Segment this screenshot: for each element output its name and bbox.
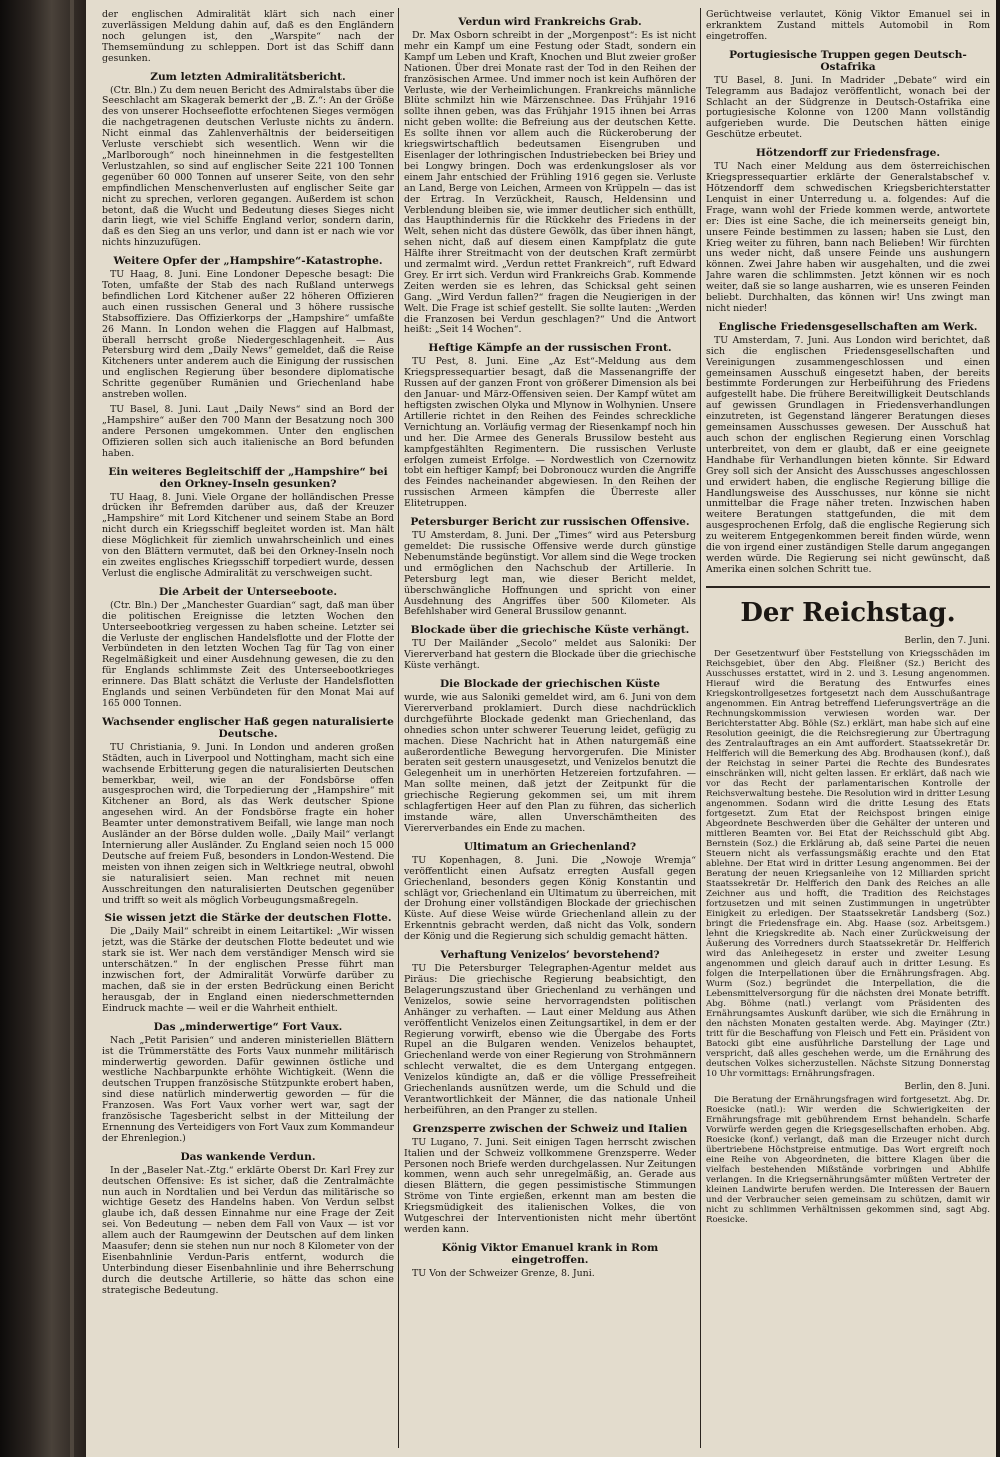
article-headline: Petersburger Bericht zur russischen Offensive. (410, 516, 690, 529)
section-divider (706, 586, 990, 588)
article-headline: Heftige Kämpfe an der russischen Front. (428, 342, 672, 355)
article-text: TU Nach einer Meldung aus dem österreichischen Kriegspressequartier erklärte der Generalstabschef v. Hötzendorff dem schwedischen Kriegsberichterstatter Lenquist in einer Unterredung u. a. folgendes: Auf die Frage, wann wohl der Friede kommen werde, antwortete er: Dies ist eine Sache, die ich meinerseits geneigt bin, unsere Feinde bestimmen zu lassen; haben sie Lust, den Krieg weiter zu führen, bann nach Belieben! Wir fürchten uns weder nicht, daß unsere Feinde uns aushungern können. Zwei Jahre haben wir ausgehalten, und die zwei Jahre waren die schlimmsten. Jetzt können wir es noch weiter, daß sie so lange ausharren, wie es unseren Feinden beliebt. Durchhalten, das können wir! Uns zwingt man nicht nieder! (706, 161, 990, 314)
article-headline: Ultimatum an Griechenland? (463, 840, 637, 853)
article-text: TU Lugano, 7. Juni. Seit einigen Tagen herrscht zwischen Italien und der Schweiz vollkommene Grenzsperre. Weder Personen noch Briefe werden durchgelassen. Nur Zeitungen kommen, wenn auch sehr unregelmäßig, an. Gerade aus diesen Blättern, die gegen pessimistische Stimmungen Ströme von Tinte ergießen, erkennt man am besten die Kriegsmüdigkeit des italienischen Volkes, die von Wutgeschrei der Interventionisten nicht mehr übertönt werden kann. (404, 1136, 696, 1235)
article-headline: Wachsender englischer Haß gegen naturalisierte Deutsche. (102, 715, 394, 740)
article-text: TU Amsterdam, 8. Juni. Der „Times“ wird aus Petersburg gemeldet: Die russische Offensive werde durch günstige Nebenumstände begünstigt. Vor allem sind die Wege trocken und ermöglichen den Nachschub der Artillerie. In Petersburg legt man, wie dieser Bericht meldet, überschwängliche Hoffnungen und spricht von einer Ausdehnung des Angriffes über 500 Kilometer. Als Befehlshaber wird General Brussilow genannt. (404, 530, 696, 618)
article-text: wurde, wie aus Saloniki gemeldet wird, am 6. Juni von dem Viererverband proklamiert. Durch diese nachdrücklich durchgeführte Blockade gedenkt man Griechenland, das ohnedies schon unter schwerer Teuerung leidet, gefügig zu machen. Diese Nachricht hat in Athen naturgemäß eine außerordentliche Bewegung hervorgerufen. Die Minister beraten seit gestern unausgesetzt, und Venizelos benutzt die Gelegenheit um in unerhörten Hetzereien fortzufahren. — Man sollte meinen, daß jetzt der Zeitpunkt für die griechische Regierung gekommen sei, um mit ihrem schlagfertigen Heer auf den Plan zu führen, das sicherlich imstande wäre, allen Unverschämtheiten des Viererverbandes ein Ende zu machen. (404, 692, 696, 834)
article-text: Die Beratung der Ernährungsfragen wird fortgesetzt. Abg. Dr. Roesicke (natl.): Wir werden die Schwierigkeiten der Ernährungsfrage mit gebührendem Ernst behandeln. Scharfe Vorwürfe werden gegen die Kriegsgesellschaften erhoben. Abg. Roesicke (konf.) verlangt, daß man die Erzeuger nicht durch übertriebene Höchstpreise entmutige. Das Wort ergreift noch eine Reihe von Abgeordneten, die bittere Klagen über die vielfach bestehenden Mißstände vorbringen und Abhilfe verlangen. In die Kriegsernährungsämter müßten Vertreter der kleinen Landwirte berufen werden. Die Interessen der Bauern und der Verbraucher seien gemeinsam zu schützen, damit wir nicht zu schlimmen Verhältnissen gekommen sind, sagt Abg. Roesicke. (706, 1094, 990, 1225)
article-text: TU Basel, 8. Juni. In Madrider „Debate“ wird ein Telegramm aus Badajoz veröffentlicht, wonach bei der Schlacht an der Südgrenze in Deutsch-Ostafrika eine portugiesische Kolonne von 1200 Mann vollständig aufgerieben wurde. Die Deutschen hätten einige Geschütze erbeutet. (706, 74, 990, 141)
article-headline: Die Arbeit der Unterseeboote. (158, 585, 338, 598)
article-headline: Die Blockade der griechischen Küste (439, 678, 661, 691)
article-headline: Hötzendorff zur Friedensfrage. (755, 147, 941, 160)
article-headline: Das wankende Verdun. (180, 1150, 316, 1163)
article-headline: Grenzsperre zwischen der Schweiz und Italien (412, 1122, 688, 1135)
column-middle (404, 10, 696, 1450)
column-right (706, 10, 990, 1450)
article-text: TU Von der Schweizer Grenze, 8. Juni. (412, 1267, 595, 1279)
column-rule (700, 8, 701, 1448)
section-title: Der Reichstag. (740, 597, 956, 628)
article-headline: Das „minderwertige“ Fort Vaux. (153, 1020, 343, 1033)
article-headline: Portugiesische Truppen gegen Deutsch-Ostafrika (729, 48, 967, 73)
article-text: (Ctr. Bln.) Der „Manchester Guardian“ sagt, daß man über die politischen Ereignisse die letzten Wochen den Unterseebootkrieg vergessen zu haben scheine. Letzter sei die Verluste der englischen Handelsflotte und der Flotte der Verbündeten in den letzten Wochen Tag für Tag von einer Regelmäßigkeit und einer Ausdehnung gewesen, die zu den für Englands schlimmste Zeit des Unterseebootkrieges erinnere. Das Blatt schätzt die Verluste der Handelsflotten Englands und seinen Verbündeten für den Monat Mai auf 165 000 Tonnen. (102, 599, 394, 709)
article-text: Nach „Petit Parisien“ und anderen ministeriellen Blättern ist die Trümmerstätte des Forts Vaux nunmehr militärisch minderwertig geworden. Dafür gewinnen östliche und westliche Nachbarpunkte erhöhte Wichtigkeit. (Wenn die deutschen Truppen französische Stützpunkte erobert haben, sind diese natürlich minderwertig geworden — für die Franzosen. Was Fort Vaux vorher wert war, sagt der französische Tagesbericht selbst in der Mitteilung der Ernennung des Verteidigers von Fort Vaux zum Kommandeur der Ehrenlegion.) (102, 1034, 394, 1144)
article-text: TU Basel, 8. Juni. Laut „Daily News“ sind an Bord der „Hampshire“ außer den 700 Mann der Besatzung noch 300 andere Personen umgekommen. Unter den englischen Offizieren sollen sich auch italienische an Bord befunden haben. (102, 404, 394, 459)
book-binding (0, 0, 86, 1457)
article-text: Der Gesetzentwurf über Feststellung von Kriegsschäden im Reichsgebiet, über den Abg. Fleißner (Sz.) Bericht des Ausschusses erstattet, wird in 2. und 3. Lesung angenommen. Hierauf wird die Beratung des Entwurfes eines Kriegskontrollgesetzes fortgesetzt nach dem Ausschußantrage angenommen. Ein Antrag betreffend Lieferungsverträge an die Rechnungskommission verwiesen worden war. Der Berichterstatter Abg. Böhle (Sz.) erklärt, man habe sich auf eine Resolution geeinigt, die die Reichsregierung zur Übertragung des Zentralauftrages an ein Amt auffordert. Staatssekretär Dr. Helfferich will die Bemerkung des Abg. Brodhausen (konf.), daß der Reichstag in seiner Partei die Rechte des Bundesrates einschränken will, nicht gelten lassen. Er erklärt, daß nach wie vor das Recht der parlamentarischen Kontrolle der Reichsverwaltung bestehe. Die Resolution wird in dritter Lesung angenommen. Sodann wird die dritte Lesung des Etats fortgesetzt. Zum Etat der Reichspost bringen einige Abgeordnete Beschwerden über die Gehälter der unteren und mittleren Beamten vor. Bei Etat der Reichsschuld gibt Abg. Bernstein (Soz.) die Erklärung ab, daß seine Partei die neuen Steuern nicht als verfassungsmäßig erachte und den Etat ablehne. Der Etat wird in dritter Lesung angenommen. Bei der Beratung der neuen Kriegsanleihe von 12 Milliarden spricht Staatssekretär Dr. Helfferich den Dank des Reiches an alle Zeichner aus und hofft, die Tradition des Reichstages fortzusetzen und mit seinen Zustimmungen in ungetrübter Einigkeit zu erledigen. Der Staatssekretär Landsberg (Soz.) bringt die Friedensfrage ein. Abg. Haase (soz. Arbeitsgem.) lehnt die Kriegskredite ab. Nach einer Zurückweisung der Äußerung des Vorredners durch Staatssekretär Dr. Helfferich wird das Anleihegesetz in erster und zweiter Lesung angenommen und gleich darauf auch in dritter Lesung. Es folgen die Interpellationen über die Ernährungsfragen. Abg. Wurm (Soz.) begründet die Interpellation, die die Lebensmittelversorgung für die nächsten drei Monate betrifft. Abg. Böhme (natl.) verlangt vom Präsidenten des Ernährungsamtes Auskunft darüber, wie sich die Ernährung in den nächsten Monaten gestalten werde. Abg. Mayinger (Ztr.) tritt für die Beschaffung von Fleisch und Fett ein. Präsident von Batocki gibt eine ausführliche Darstellung der Lage und verspricht, daß alles geschehen werde, um die Ernährung des deutschen Volkes sicherzustellen. Nächste Sitzung Donnerstag 10 Uhr vormittags: Ernährungsfragen. (706, 648, 990, 1079)
article-text: (Ctr. Bln.) Zu dem neuen Bericht des Admiralstabs über die Seeschlacht am Skagerak bemerkt der „B. Z.“: An der Größe des von unserer Hochseeflotte erfochtenen Sieges vermögen die nachgetragenen deutschen Verluste nichts zu ändern. Nicht einmal das Zahlenverhältnis der beiderseitigen Verluste verschiebt sich wesentlich. Wenn wir die „Marlborough“ noch hineinnehmen in die festgestellten Verlustzahlen, so sind auf englischer Seite 221 100 Tonnen gegenüber 60 000 Tonnen auf unserer Seite, von den sehr empfindlichen Menschenverlusten auf englischer Seite gar nicht zu sprechen, verloren gegangen. Außerdem ist schon betont, daß die Wucht und Bedeutung dieses Sieges nicht darin liegt, wie viel Schiffe England verlor, sondern darin, daß es den Sieg an uns verlor, und dann ist er nach wie vor nichts hinzuzufügen. (102, 84, 394, 249)
dateline: Berlin, den 7. Juni. (904, 635, 990, 646)
article-text: TU Kopenhagen, 8. Juni. Die „Nowoje Wremja“ veröffentlicht einen Aufsatz erregten Ausfall gegen Griechenland, besonders gegen König Konstantin und schlägt vor, Griechenland ein Ultimatum zu überreichen, mit der Drohung einer vollständigen Blockade der griechischen Küste. Auf diese Weise würde Griechenland allein zu der Erkenntnis gebracht werden, daß nicht das Volk, sondern der König und die Regierung sich schuldig gemacht hätten. (404, 854, 696, 943)
article-text: Dr. Max Osborn schreibt in der „Morgenpost“: Es ist nicht mehr ein Kampf um eine Festung oder Stadt, sondern ein Kampf um Leben und Kraft, Knochen und Blut zweier großer Nationen. Über drei Monate rast der Tod in den Reihen der französischen Armee. Und immer noch ist kein Aufhören der Verluste, wie der Verheimlichungen. Frankreichs männliche Blüte schmilzt hin wie Märzenschnee. Das Frühjahr 1916 sollte ihnen geben, was das Frühjahr 1915 ihnen bei Arras nicht geben wollte: die Befreiung aus der deutschen Kette. Es sollte ihnen vor allem auch die Rückeroberung der kriegswirtschaftlich bedeutsamen Eisengruben und Eisenlager der lothringischen Industriebecken bei Briey und bei Longwy bringen. Doch was erdenkungsloser als vor einem Jahr entschied der Frühling 1916 gegen sie. Verluste an Land, Berge von Leichen, Armeen von Krüppeln — das ist der Ertrag. In Verzückheit, Rausch, Heldensinn und Verblendung bleiben sie, wie immer deutlicher sich enthüllt, das Haupthindernis für die Rückkehr des Friedens in der Welt, sehen nicht das düstere Gewölk, das über ihnen hängt, sehen nicht, daß auf diesem einen Kampfplatz die gute Hälfte ihrer Streitmacht von der deutschen Kraft zermürbt und zermalmt wird. „Verdun rettet Frankreich“, ruft Edward Grey. Er irrt sich. Verdun wird Frankreichs Grab. Kommende Zeiten werden sie es lehren, das Schicksal geht seinen Gang. „Wird Verdun fallen?“ fragen die Neugierigen in der Welt. Die Frage ist schief gestellt. Sie sollte lauten: „Werden die Franzosen bei Verdun geschlagen?“ Und die Antwort heißt: „Seit 14 Wochen“. (404, 30, 696, 336)
article-headline: Ein weiteres Begleitschiff der „Hampshire“ bei den Orkney-Inseln gesunken? (108, 465, 388, 490)
article-text: Gerüchtweise verlautet, König Viktor Emanuel sei in erkranktem Zustand mittels Automobil in Rom eingetroffen. (706, 10, 990, 42)
article-text: TU Der Mailänder „Secolo“ meldet aus Saloniki: Der Viererverband hat gestern die Blockade über die griechische Küste verhängt. (404, 638, 696, 672)
article-text: TU Pest, 8. Juni. Eine „Az Est“-Meldung aus dem Kriegspressequartier besagt, daß die Massenangriffe der Russen auf der ganzen Front von größerer Dimension als bei den Januar- und März-Offensiven seien. Der Kampf wütet am heftigsten zwischen Olyka und Mlynow in Wolhynien. Unsere Artillerie richtet in den Reihen des Feindes schreckliche Vernichtung an. Vorläufig vermag der Riesenkampf noch hin und her. Die Armee des Generals Brussilow besteht aus kampfgestählten Regimentern. Die russischen Verluste erfolgen zumeist Erfolge. — Nordwestlich von Czernowitz tobt ein heftiger Kampf; bei Dobronoucz wurden die Angriffe des Feindes nacheinander abgewiesen. In den Reihen der russischen Armeen kämpfen die Überreste aller Elitetruppen. (404, 356, 696, 510)
article-text: TU Die Petersburger Telegraphen-Agentur meldet aus Piräus: Die griechische Regierung beabsichtigt, den Belagerungszustand über Griechenland zu verhängen und Venizelos, sowie seine hervorragendsten politischen Anhänger zu verhaften. — Laut einer Meldung aus Athen veröffentlicht Venizelos einen Zeitungsartikel, in dem er der Regierung vorwirft, ebenso wie die Übergabe des Forts Rupel an die Bulgaren wenden. Venizelos behauptet, Griechenland werde von einer Regierung von Strohmännern schlecht verwaltet, die es dem Untergang entgegen. Venizelos kündigte an, daß er die völlige Pressefreiheit Griechenlands ausnützen werde, um die Schuld und die Verantwortlichkeit der Männer, die das nationale Unheil herbeiführen, an den Pranger zu stellen. (404, 963, 696, 1116)
column-left (102, 10, 394, 1450)
article-text: TU Christiania, 9. Juni. In London und anderen großen Städten, auch in Liverpool und Nottingham, macht sich eine wachsende Erbitterung gegen die naturalisierten Deutschen bemerkbar, weil, wie an der Fondsbörse offen ausgesprochen wird, die Torpedierung der „Hampshire“ mit Kitchener an Bord, als das Werk deutscher Spione angesehen wird. An der Fondsbörse fragte ein hoher Beamter unter demonstrativem Beifall, wie lange man noch Ausländer an der Börse dulden wolle. „Daily Mail“ verlangt Internierung aller Ausländer. Zu England seien noch 15 000 Deutsche auf freiem Fuß, besonders in London-Westend. Die meisten von ihnen zeigen sich in Weltkriege neutral, obwohl sie naturalisiert seien. Man rechnet mit neuen Ausschreitungen den naturalisierten Deutschen gegenüber und trifft so weit als möglich Vorbeugungsmaßregeln. (102, 741, 394, 906)
article-headline: Weitere Opfer der „Hampshire“-Katastrophe. (113, 255, 383, 268)
dateline: Berlin, den 8. Juni. (904, 1081, 990, 1092)
spine-edge (70, 0, 74, 1457)
article-text: TU Amsterdam, 7. Juni. Aus London wird berichtet, daß sich die englischen Friedensgesellschaften und Vereinigungen zusammengeschlossen und einen gemeinsamen Ausschuß eingesetzt haben, der bereits bestimmte Forderungen zur Herbeiführung des Friedens aufgestellt habe. Die frühere Bereitwilligkeit Deutschlands auf gewissen Grundlagen in Friedensverhandlungen einzutreten, ist Gegenstand längerer Beratungen dieses gemeinsamen Ausschusses gewesen. Der Ausschuß hat auch schon der englischen Regierung einen Vorschlag unterbreitet, von dem er glaubt, daß er eine geeignete Handhabe für Verhandlungen bieten könnte. Sir Edward Grey soll sich der Ansicht des Ausschusses angeschlossen und erwidert haben, die englische Regierung billige die Handlungsweise des Ausschusses, nur könne sie nicht unmittelbar die Frage näher treten. Inzwischen haben weitere Beratungen stattgefunden, die mit dem ausgesprochenen Erfolg, daß die englische Regierung sich zu weiterem Entgegenkommen bereit finden würde, wenn die von irgend einer zuständigen Stelle darum angegangen werden würde. Die Regierung sei nicht gewünscht, daß Amerika einen solchen Schritt tue. (706, 334, 990, 575)
column-rule (398, 8, 399, 1448)
article-headline: Englische Friedensgesellschaften am Werk. (718, 320, 978, 333)
article-headline: Sie wissen jetzt die Stärke der deutschen Flotte. (104, 912, 392, 925)
article-headline: Verdun wird Frankreichs Grab. (458, 16, 642, 28)
article-headline: Verhaftung Venizelos’ bevorstehend? (440, 949, 660, 962)
article-text: TU Haag, 8. Juni. Eine Londoner Depesche besagt: Die Toten, umfaßte der Stab des nach Rußland unterwegs befindlichen Lord Kitchener außer 22 höheren Offizieren auch einen russischen General und 3 höhere russische Stabsoffiziere. Das Offizierkorps der „Hampshire“ umfaßte 26 Mann. In London wehen die Flaggen auf Halbmast, überall herrscht große Niedergeschlagenheit. — Aus Petersburg wird dem „Daily News“ gemeldet, daß die Reise Kitcheners unter anderem auch die Einigung der russischen und englischen Regierung über besondere diplomatische Schritte gegenüber Rumänien und Griechenland habe anstreben wollen. (102, 269, 394, 401)
article-text: Die „Daily Mail“ schreibt in einem Leitartikel: „Wir wissen jetzt, was die Stärke der deutschen Flotte bedeutet und wie stark sie ist. Wer nach dem verständiger Mensch wird sie unterschätzen.“ In der englischen Presse führt man inzwischen fort, der Admiralität Vorwürfe darüber zu machen, daß sie in der ersten Bedrückung einen Bericht herausgab, der in England einen niederschmetternden Eindruck machte — weil er die Wahrheit enthielt. (102, 926, 394, 1014)
article-text: In der „Baseler Nat.-Ztg.“ erklärte Oberst Dr. Karl Frey zur deutschen Offensive: Es ist sicher, daß die Zentralmächte nun auch in Nordtalien und bei Verdun das militärische so wichtige Gesetz des Handelns haben. Von Verdun selbst glaube ich, daß dessen Einnahme nur eine Frage der Zeit sei. Von Bedeutung — neben dem Fall von Vaux — ist vor allem auch der Raumgewinn der Deutschen auf dem linken Maasufer; denn sie stehen nun nur noch 8 Kilometer von der Eisenbahnlinie Verdun-Paris entfernt, wodurch die Unterbindung dieser Eisenbahnlinie und ihre Beherrschung durch die deutsche Artillerie, so hätte das schon eine strategische Bedeutung. (102, 1164, 394, 1296)
article-text: der englischen Admiralität klärt sich nach einer zuverlässigen Meldung dahin auf, daß es den Engländern noch gelungen ist, den „Warspite“ nach der Themsemündung zu schleppen. Dort ist das Schiff dann gesunken. (102, 10, 394, 64)
article-headline: Blockade über die griechische Küste verhängt. (410, 624, 690, 637)
article-headline: König Viktor Emanuel krank in Rom eingetroffen. (441, 1241, 659, 1266)
article-headline: Zum letzten Admiralitätsbericht. (150, 70, 346, 83)
reichstag-report (706, 636, 990, 1225)
newspaper-page (86, 0, 996, 1457)
article-text: TU Haag, 8. Juni. Viele Organe der holländischen Presse drücken ihr Befremden darüber aus, daß der Kreuzer „Hampshire“ mit Lord Kitchener und seinem Stabe an Bord nicht durch ein Kriegsschiff begleitet worden ist. Man hält diese Möglichkeit für ziemlich unwahrscheinlich und eines von den Blättern vermutet, daß bei den Orkney-Inseln noch ein zweites englisches Kriegsschiff torpediert wurde, dessen Verlust die englische Admiralität zu verschweigen sucht. (102, 491, 394, 579)
